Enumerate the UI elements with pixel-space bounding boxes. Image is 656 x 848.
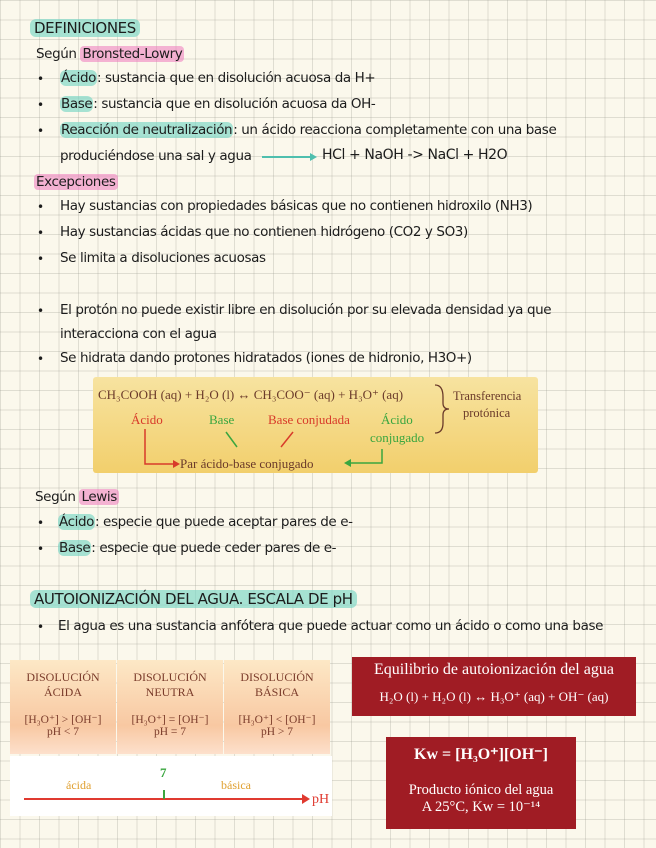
neutralization-line2: produciéndose una sal y agua: [60, 148, 252, 164]
exception-item: Hay sustancias con propiedades básicas que no contienen hidroxilo (NH3): [60, 198, 533, 214]
label-conjugate-base: Base conjudada: [268, 412, 350, 427]
bullet-icon: •: [37, 72, 45, 86]
ph-axis-arrow: [10, 786, 310, 808]
lewis-acid: Ácido: especie que puede aceptar pares de e-: [59, 514, 353, 530]
autoionization-equation: H₂O (l) + H₂O (l) ↔ H₃O⁺ (aq) + OH⁻ (aq): [379, 689, 609, 704]
label-conjugate-acid-1: Ácido: [381, 412, 413, 427]
bullet-icon: •: [37, 304, 45, 318]
label-transfer-1: Transferencia: [453, 389, 522, 403]
lewis-name: Lewis: [81, 489, 117, 505]
ph-label-basic: básica: [221, 778, 251, 792]
proton-line2: interacciona con el agua: [60, 326, 217, 342]
kw-box: [386, 737, 576, 829]
bullet-icon: •: [37, 226, 45, 240]
ph-label-seven: 7: [160, 765, 167, 780]
acetic-acid-equation: CH₃COOH (aq) + H₂O (l) ↔ CH₃COO⁻ (aq) + H₃O⁺ (aq): [98, 387, 404, 402]
neutralization-equation: HCl + NaOH -> NaCl + H2O: [322, 147, 508, 163]
label-base: Base: [209, 412, 235, 427]
definition-neutralization: Reacción de neutralización: un ácido reacciona completamente con una base: [61, 122, 557, 138]
label-conjugate-pair: Par ácido-base conjugado: [180, 456, 314, 471]
exceptions-heading: Excepciones: [36, 174, 116, 190]
arrow-right-icon: [260, 150, 318, 164]
hydration-line: Se hidrata dando protones hidratados (iones de hidronio, H3O+): [60, 350, 472, 366]
lewis-base: Base: especie que puede ceder pares de e-: [59, 540, 337, 556]
bronsted-name: Bronsted-Lowry: [82, 46, 183, 62]
bullet-icon: •: [37, 620, 45, 634]
bullet-icon: •: [37, 200, 45, 214]
bullet-icon: •: [37, 124, 45, 138]
ph-label-acid: ácida: [66, 778, 92, 792]
label-transfer-2: protónica: [463, 406, 511, 420]
proton-line1: El protón no puede existir libre en disolución por su elevada densidad ya que: [60, 302, 552, 318]
amphoteric-statement: El agua es una sustancia anfótera que puede actuar como un ácido o como una base: [58, 618, 604, 634]
lewis-heading: Según Lewis: [35, 489, 117, 505]
definition-base: Base: sustancia que en disolución acuosa da OH-: [61, 96, 376, 112]
section-title-definiciones: DEFINICIONES: [30, 19, 140, 37]
kw-formula: Kw = [H₃O⁺][OH⁻]: [414, 746, 548, 763]
bullet-icon: •: [37, 252, 45, 266]
ph-axis-label: pH: [312, 792, 330, 807]
ph-card-neutral: DISOLUCIÓN NEUTRA [H₃O⁺] = [OH⁻] pH = 7: [117, 660, 223, 754]
ph-card-basic: DISOLUCIÓN BÁSICA [H₃O⁺] < [OH⁻] pH > 7: [224, 660, 330, 754]
section-title-autoionizacion: AUTOIONIZACIÓN DEL AGUA. ESCALA DE pH: [30, 590, 357, 608]
bullet-icon: •: [37, 352, 45, 366]
bullet-icon: •: [37, 542, 45, 556]
autoionization-title: Equilibrio de autoionización del agua: [374, 661, 614, 678]
kw-value: A 25°C, Kw = 10⁻¹⁴: [421, 799, 541, 815]
exception-item: Se limita a disoluciones acuosas: [60, 250, 266, 266]
ph-card-acid: DISOLUCIÓN ÁCIDA [H₃O⁺] > [OH⁻] pH < 7: [10, 660, 116, 754]
bronsted-heading: Según Bronsted-Lowry: [36, 46, 183, 62]
bullet-icon: •: [37, 98, 45, 112]
kw-label: Producto iónico del agua: [408, 782, 554, 798]
label-conjugate-acid-2: conjugado: [370, 430, 425, 445]
definition-acid: Ácido: sustancia que en disolución acuosa da H+: [61, 70, 376, 86]
exception-item: Hay sustancias ácidas que no contienen hidrógeno (CO2 y SO3): [60, 224, 468, 240]
autoionization-box: [352, 657, 636, 716]
bullet-icon: •: [37, 516, 45, 530]
label-acid: Ácido: [131, 412, 163, 427]
